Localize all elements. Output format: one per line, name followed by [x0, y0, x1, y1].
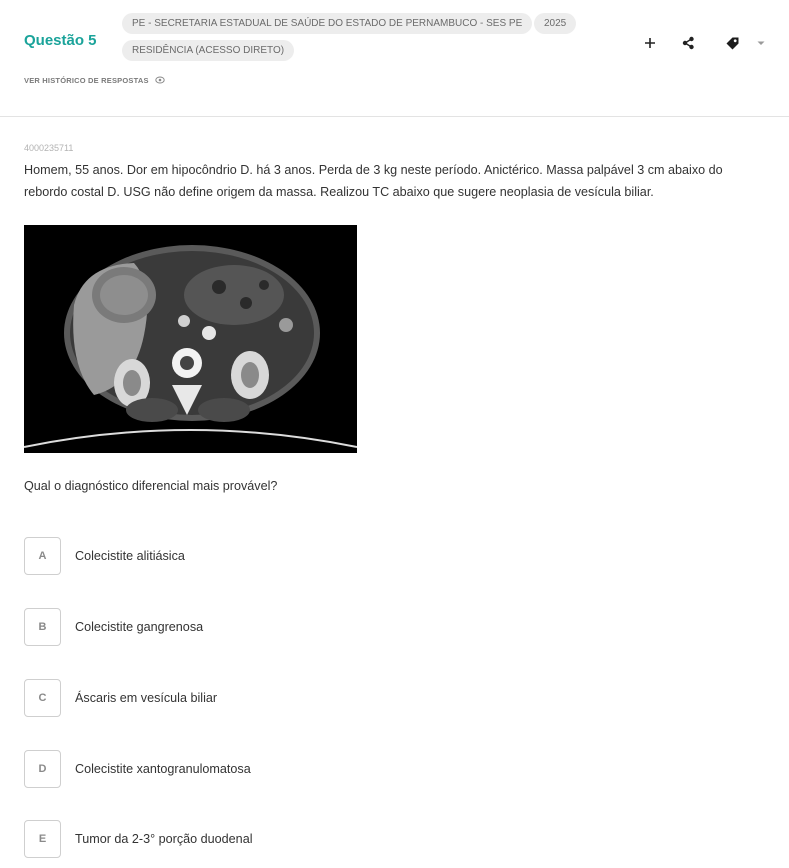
dropdown-button[interactable] — [751, 33, 771, 53]
answer-history-label: VER HISTÓRICO DE RESPOSTAS — [24, 75, 149, 85]
question-header — [0, 0, 789, 117]
option-letter: D — [24, 750, 61, 788]
option-d[interactable] — [24, 750, 251, 788]
question-id: 4000235711 — [24, 143, 74, 153]
share-icon — [681, 36, 695, 50]
option-e[interactable] — [24, 820, 253, 858]
share-button[interactable] — [678, 33, 698, 53]
caret-down-icon — [756, 38, 766, 48]
option-letter: E — [24, 820, 61, 858]
option-text: Áscaris em vesícula biliar — [75, 691, 218, 705]
add-button[interactable] — [640, 33, 660, 53]
option-b[interactable] — [24, 608, 203, 646]
ct-scan-image — [24, 225, 357, 453]
tag-icon — [725, 36, 740, 51]
option-letter: C — [24, 679, 61, 717]
question-prompt: Qual o diagnóstico diferencial mais provável? — [24, 479, 278, 493]
tag-button[interactable] — [722, 33, 742, 53]
plus-icon — [644, 37, 656, 49]
option-a[interactable] — [24, 537, 185, 575]
option-c[interactable] — [24, 679, 217, 717]
question-stem: Homem, 55 anos. Dor em hipocôndrio D. há 3 anos. Perda de 3 kg neste período. Anictérico. Massa palpável 3 cm abaixo do rebordo costal D. USG não define origem da massa. Realizou TC abaixo que sugere neoplasia de vesícula biliar. — [24, 163, 723, 199]
option-text: Colecistite xantogranulomatosa — [75, 762, 251, 776]
tag-year[interactable]: 2025 — [534, 13, 576, 34]
question-body — [24, 143, 764, 846]
option-letter: B — [24, 608, 61, 646]
option-text: Tumor da 2-3° porção duodenal — [75, 832, 253, 846]
option-text: Colecistite gangrenosa — [75, 620, 204, 634]
option-letter: A — [24, 537, 61, 575]
question-title: Questão 5 — [24, 32, 97, 49]
option-text: Colecistite alitiásica — [75, 549, 185, 563]
tag-institution[interactable]: PE - SECRETARIA ESTADUAL DE SAÚDE DO ESTADO DE PERNAMBUCO - SES PE — [122, 13, 532, 34]
eye-icon — [155, 75, 165, 85]
answer-history-link[interactable] — [24, 75, 165, 85]
tag-exam-type[interactable]: RESIDÊNCIA (ACESSO DIRETO) — [122, 40, 294, 61]
